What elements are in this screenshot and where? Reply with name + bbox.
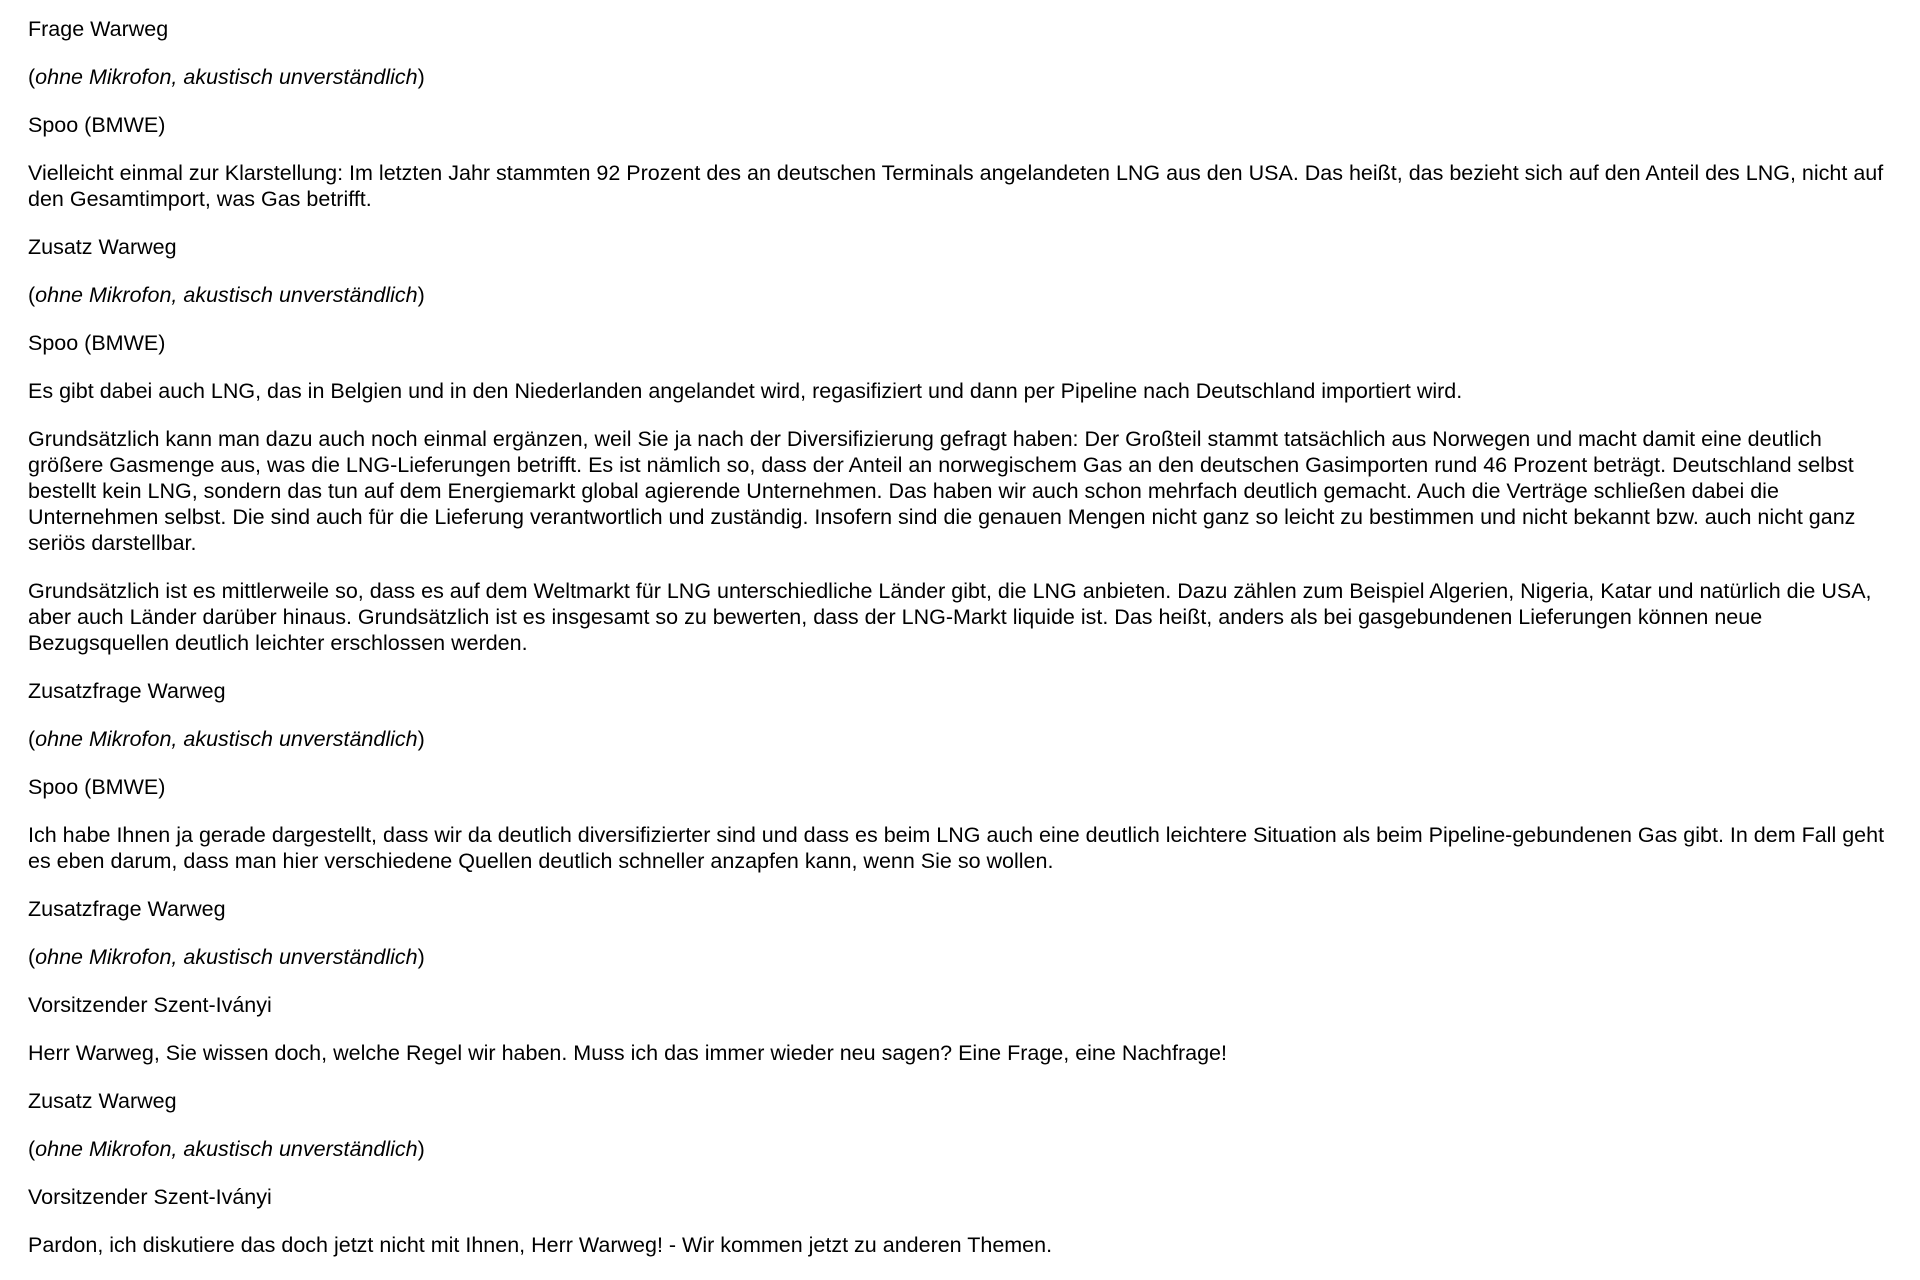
stage-note-text: ohne Mikrofon, akustisch unverständlich <box>35 727 418 751</box>
speaker-label: Zusatzfrage Warweg <box>28 897 226 921</box>
stage-note: (ohne Mikrofon, akustisch unverständlich) <box>28 727 425 751</box>
paragraph: Herr Warweg, Sie wissen doch, welche Regel wir haben. Muss ich das immer wieder neu sagen? Eine Frage, eine Nachfrage! <box>28 1041 1227 1065</box>
stage-note: (ohne Mikrofon, akustisch unverständlich) <box>28 65 425 89</box>
stage-note-text: ohne Mikrofon, akustisch unverständlich <box>35 945 418 969</box>
speaker-label: Frage Warweg <box>28 17 169 41</box>
speaker-label: Spoo (BMWE) <box>28 113 166 137</box>
paragraph: Es gibt dabei auch LNG, das in Belgien und in den Niederlanden angelandet wird, regasifiziert und dann per Pipeline nach Deutschland importiert wird. <box>28 379 1463 403</box>
stage-note: (ohne Mikrofon, akustisch unverständlich) <box>28 1137 425 1161</box>
paragraph: Vielleicht einmal zur Klarstellung: Im letzten Jahr stammten 92 Prozent des an deutschen Terminals angelandeten LNG aus den USA. Das heißt, das bezieht sich auf den Anteil des LNG, nicht auf den Gesamtimport, was Gas betrifft. <box>28 161 1884 211</box>
speaker-label: Zusatz Warweg <box>28 235 177 259</box>
stage-note: (ohne Mikrofon, akustisch unverständlich) <box>28 283 425 307</box>
speaker-label: Spoo (BMWE) <box>28 331 166 355</box>
stage-note-text: ohne Mikrofon, akustisch unverständlich <box>35 1137 418 1161</box>
speaker-label: Vorsitzender Szent-Iványi <box>28 1185 272 1209</box>
stage-note: (ohne Mikrofon, akustisch unverständlich) <box>28 945 425 969</box>
paragraph: Grundsätzlich kann man dazu auch noch einmal ergänzen, weil Sie ja nach der Diversifizierung gefragt haben: Der Großteil stammt tatsächlich aus Norwegen und macht damit eine deutlich größere Gasmenge aus, was die LNG-Lieferungen betrifft. Es ist nämlich so, dass der Anteil an norwegischem Gas an den deutschen Gasimporten rund 46 Prozent beträgt. Deutschland selbst bestellt kein LNG, sondern das tun auf dem Energiemarkt global agierende Unternehmen. Das haben wir auch schon mehrfach deutlich gemacht. Auch die Verträge schließen dabei die Unternehmen selbst. Die sind auch für die Lieferung verantwortlich und zuständig. Insofern sind die genauen Mengen nicht ganz so leicht zu bestimmen und nicht bekannt bzw. auch nicht ganz seriös darstellbar. <box>28 427 1856 555</box>
speaker-label: Spoo (BMWE) <box>28 775 166 799</box>
paragraph: Pardon, ich diskutiere das doch jetzt nicht mit Ihnen, Herr Warweg! - Wir kommen jetzt zu anderen Themen. <box>28 1233 1053 1257</box>
paragraph: Grundsätzlich ist es mittlerweile so, dass es auf dem Weltmarkt für LNG unterschiedliche Länder gibt, die LNG anbieten. Dazu zählen zum Beispiel Algerien, Nigeria, Katar und natürlich die USA, aber auch Länder darüber hinaus. Grundsätzlich ist es insgesamt so zu bewerten, dass der LNG-Markt liquide ist. Das heißt, anders als bei gasgebundenen Lieferungen können neue Bezugsquellen deutlich leichter erschlossen werden. <box>28 579 1872 655</box>
stage-note-text: ohne Mikrofon, akustisch unverständlich <box>35 65 418 89</box>
speaker-label: Zusatzfrage Warweg <box>28 679 226 703</box>
transcript <box>28 16 1898 1280</box>
speaker-label: Zusatz Warweg <box>28 1089 177 1113</box>
paragraph: Ich habe Ihnen ja gerade dargestellt, dass wir da deutlich diversifizierter sind und dass es beim LNG auch eine deutlich leichtere Situation als beim Pipeline-gebundenen Gas gibt. In dem Fall geht es eben darum, dass man hier verschiedene Quellen deutlich schneller anzapfen kann, wenn Sie so wollen. <box>28 823 1885 873</box>
stage-note-text: ohne Mikrofon, akustisch unverständlich <box>35 283 418 307</box>
speaker-label: Vorsitzender Szent-Iványi <box>28 993 272 1017</box>
